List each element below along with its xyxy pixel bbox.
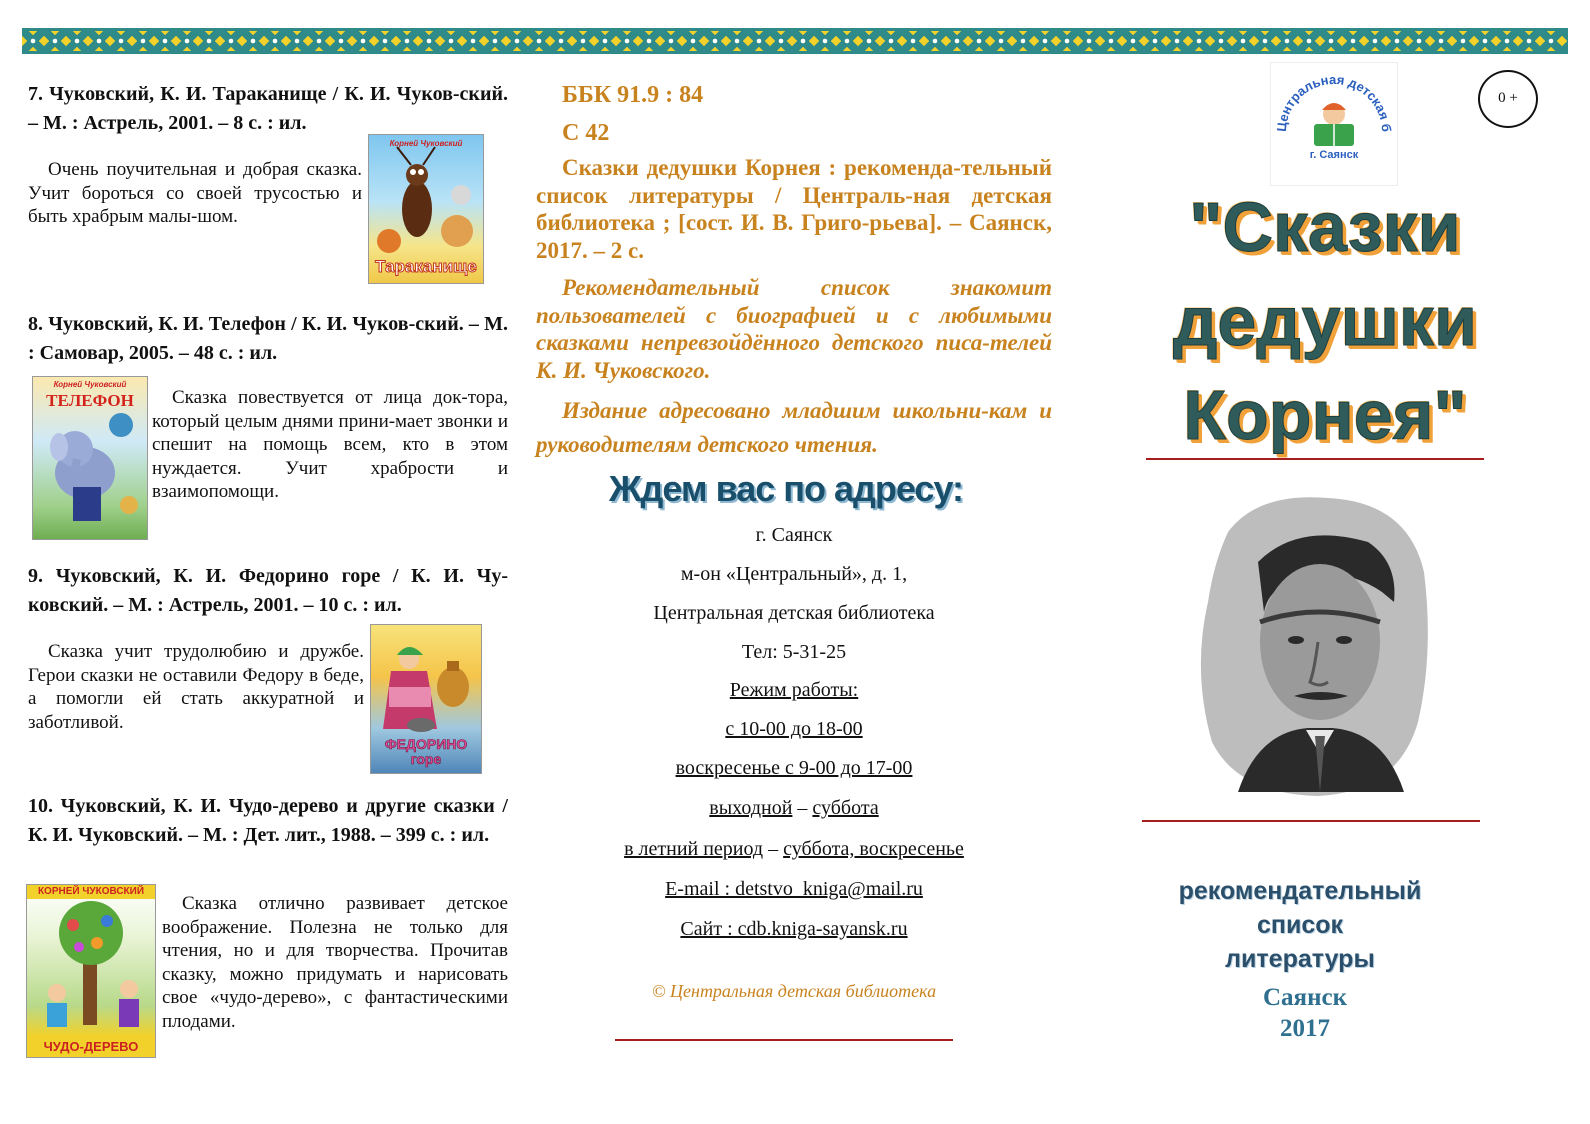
address-block xyxy=(536,468,1052,1020)
title-line-3: Корнея" xyxy=(1183,376,1467,454)
dayoff-label: выходной xyxy=(709,797,793,819)
middle-bottom-rule xyxy=(615,1039,953,1041)
email-link[interactable]: E-mail : detstvo_kniga@mail.ru xyxy=(665,878,923,900)
summer-value: суббота, воскресенье xyxy=(783,838,964,860)
cover-title: ТЕЛЕФОН xyxy=(46,391,134,410)
hours-weekday: с 10-00 до 18-00 xyxy=(725,718,863,740)
subtitle-line-2: литературы xyxy=(1225,945,1375,973)
imprint-city: Саянск xyxy=(1263,984,1347,1011)
dayoff-line: выходной – суббота xyxy=(709,797,879,819)
book-cover-chudo-derevo xyxy=(26,884,156,1058)
book-description: Сказка учит трудолюбию и дружбе. Герои сказки не оставили Федору в беде, а помогли ей стать аккуратной и заботливой. xyxy=(28,641,364,733)
library-logo xyxy=(1270,62,1398,186)
hours-sunday: воскресенье с 9-00 до 17-00 xyxy=(675,757,913,779)
book-entry-8 xyxy=(28,310,508,540)
main-title xyxy=(1130,180,1520,462)
title-line-2: дедушки xyxy=(1173,282,1477,360)
book-title: 8. Чуковский, К. И. Телефон / К. И. Чуков-ский. – М. : Самовар, 2005. – 48 с. : ил. xyxy=(28,313,508,364)
cover-author: Корней Чуковский xyxy=(389,139,463,148)
tree-illustration xyxy=(27,885,155,1057)
cover-title: ЧУДО-ДЕРЕВО xyxy=(27,1037,155,1057)
title-line-1: "Сказки xyxy=(1189,188,1461,266)
ornamental-border xyxy=(22,28,1568,54)
cover-author: КОРНЕЙ ЧУКОВСКИЙ xyxy=(27,885,155,899)
author-code: С 42 xyxy=(562,120,610,146)
book-cover-fedorino-gore xyxy=(370,624,482,774)
book-description: Очень поучительная и добрая сказка. Учит бороться со своей трусостью и быть храбрым малы-шом. xyxy=(28,159,362,227)
library-logo-graphic xyxy=(1270,62,1398,186)
logo-arc-text: Центральная детская б xyxy=(1273,71,1395,133)
book-description: Сказка отлично развивает детское воображение. Полезна не только для чтения, но и для творчества. Прочитав сказку, можно придумать и нарисовать свое «чудо-дерево», с фантастическими плодами. xyxy=(162,893,508,1032)
book-description: Сказка повествуется от лица док-тора, который целым днями прини-мает звонки и спешит на помощь всем, кто в этом нуждается. Учит храбрости и взаимопомощи. xyxy=(152,387,508,502)
audience-note: Издание адресовано младшим школьни-кам и руководителям детского чтения. xyxy=(536,398,1052,457)
author-portrait xyxy=(1198,492,1432,798)
portrait-photo xyxy=(1198,492,1432,798)
book-title: 10. Чуковский, К. И. Чудо-дерево и другие сказки / К. И. Чуковский. – М. : Дет. лит., 1988. – 399 с. : ил. xyxy=(28,795,508,846)
address-phone: Тел: 5-31-25 xyxy=(741,641,847,663)
middle-panel xyxy=(536,76,1052,462)
imprint-block xyxy=(1200,982,1410,1044)
cover-title: Тараканище xyxy=(375,257,477,276)
address-district: м-он «Центральный», д. 1, xyxy=(680,563,908,585)
logo-city: г. Саянск xyxy=(1309,149,1359,161)
subtitle-line-1: рекомендательный список xyxy=(1178,877,1422,939)
address-heading: Ждем вас по адресу: xyxy=(609,468,963,509)
book-entry-7 xyxy=(28,80,508,290)
citation: Сказки дедушки Корнея : рекоменда-тельный список литературы / Централь-ная детская библиотека ; [сост. И. В. Григо-рьева]. – Саянск, 2017. – 2 с. xyxy=(536,155,1052,263)
book-title: 7. Чуковский, К. И. Тараканище / К. И. Чуков-ский. – М. : Астрель, 2001. – 8 с. : ил. xyxy=(28,83,508,134)
imprint-year: 2017 xyxy=(1280,1015,1330,1042)
book-cover-tarakanishche xyxy=(368,134,484,284)
hours-label: Режим работы: xyxy=(729,679,859,701)
address-library: Центральная детская библиотека xyxy=(653,602,935,624)
summer-label: в летний период xyxy=(624,838,764,860)
cover-title: ФЕДОРИНО горе xyxy=(384,736,468,767)
title-rule xyxy=(1146,458,1484,460)
address-city: г. Саянск xyxy=(755,524,833,546)
book-title: 9. Чуковский, К. И. Федорино горе / К. И. Чу-ковский. – М. : Астрель, 2001. – 10 с. : ил. xyxy=(28,565,508,616)
bbk-code: ББК 91.9 : 84 xyxy=(562,82,704,108)
annotation: Рекомендательный список знакомит пользователей с биографией и с любимыми сказками непревзойдённого детского писа-телей К. И. Чуковского. xyxy=(536,275,1052,383)
website-link[interactable]: Сайт : cdb.kniga-sayansk.ru xyxy=(680,918,908,940)
subtitle-block xyxy=(1140,874,1460,976)
book-cover-telefon xyxy=(32,376,148,540)
copyright-note: © Центральная детская библиотека xyxy=(651,981,937,1001)
age-rating-badge: 0 + xyxy=(1478,70,1538,128)
cover-author: Корней Чуковский xyxy=(53,380,127,389)
book-entry-9 xyxy=(28,562,508,782)
book-entry-10 xyxy=(28,792,508,1062)
summer-line: в летний период – суббота, воскресенье xyxy=(624,838,964,860)
dayoff-value: суббота xyxy=(812,797,879,819)
elephant-illustration xyxy=(33,377,147,539)
portrait-rule xyxy=(1142,820,1480,822)
